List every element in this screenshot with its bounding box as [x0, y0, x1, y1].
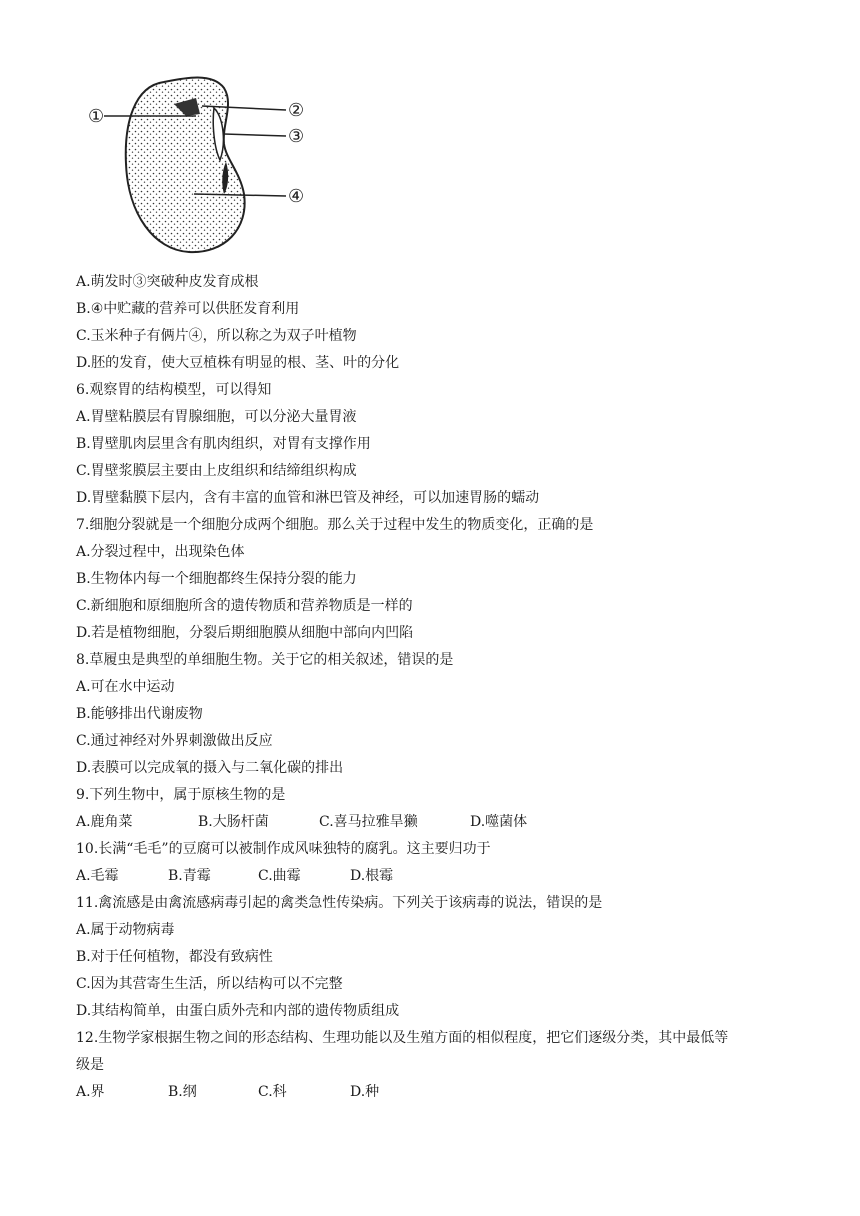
q7-option-d: D.若是植物细胞，分裂后期细胞膜从细胞中部向内凹陷 [76, 625, 414, 641]
label-2: ② [288, 100, 305, 121]
q5-option-b: B.④中贮藏的营养可以供胚发育利用 [76, 301, 300, 317]
q10-option-c: C.曲霉 [258, 868, 301, 884]
q12-option-b: B.纲 [168, 1084, 197, 1100]
q7-option-b: B.生物体内每一个细胞都终生保持分裂的能力 [76, 571, 357, 587]
q10-stem: 10.长满“毛毛”的豆腐可以被制作成风味独特的腐乳。这主要归功于 [76, 841, 491, 857]
q8-option-d: D.表膜可以完成氧的摄入与二氧化碳的排出 [76, 760, 344, 776]
q11-option-a: A.属于动物病毒 [76, 922, 175, 938]
q12-option-c: C.科 [258, 1084, 287, 1100]
q6-option-c: C.胃壁浆膜层主要由上皮组织和结缔组织构成 [76, 463, 357, 479]
q11-option-d: D.其结构简单，由蛋白质外壳和内部的遗传物质组成 [76, 1003, 400, 1019]
q11-stem: 11.禽流感是由禽流感病毒引起的禽类急性传染病。下列关于该病毒的说法，错误的是 [76, 895, 603, 911]
label-1: ① [88, 106, 105, 127]
q9-option-a: A.鹿角菜 [76, 814, 133, 830]
q5-option-d: D.胚的发育，使大豆植株有明显的根、茎、叶的分化 [76, 355, 400, 371]
q10-options [76, 866, 394, 886]
q12-options [76, 1082, 380, 1102]
label-4: ④ [288, 186, 305, 207]
q7-stem: 7.细胞分裂就是一个细胞分成两个细胞。那么关于过程中发生的物质变化，正确的是 [76, 517, 594, 533]
bean-seed-diagram [74, 64, 324, 260]
q9-stem: 9.下列生物中，属于原核生物的是 [76, 787, 286, 803]
q6-option-a: A.胃壁粘膜层有胃腺细胞，可以分泌大量胃液 [76, 409, 357, 425]
q12-stem-cont: 级是 [76, 1057, 104, 1073]
q6-option-b: B.胃壁肌肉层里含有肌肉组织，对胃有支撑作用 [76, 436, 371, 452]
q5-option-a: A.萌发时③突破种皮发育成根 [76, 274, 259, 290]
q5-option-c: C.玉米种子有俩片④，所以称之为双子叶植物 [76, 328, 357, 344]
q10-option-a: A.毛霉 [76, 868, 119, 884]
q9-option-d: D.噬菌体 [470, 814, 528, 830]
q8-option-c: C.通过神经对外界刺激做出反应 [76, 733, 273, 749]
q6-stem: 6.观察胃的结构模型，可以得知 [76, 382, 272, 398]
q12-stem: 12.生物学家根据生物之间的形态结构、生理功能以及生殖方面的相似程度，把它们逐级分类，其中最低等 [76, 1030, 729, 1046]
q9-option-c: C.喜马拉雅旱獭 [319, 814, 418, 830]
q12-option-d: D.种 [350, 1084, 380, 1100]
q9-option-b: B.大肠杆菌 [198, 814, 269, 830]
q10-option-b: B.青霉 [168, 868, 211, 884]
q12-option-a: A.界 [76, 1084, 105, 1100]
q11-option-b: B.对于任何植物，都没有致病性 [76, 949, 273, 965]
q8-stem: 8.草履虫是典型的单细胞生物。关于它的相关叙述，错误的是 [76, 652, 454, 668]
q7-option-c: C.新细胞和原细胞所含的遗传物质和营养物质是一样的 [76, 598, 413, 614]
q11-option-c: C.因为其营寄生生活，所以结构可以不完整 [76, 976, 343, 992]
q8-option-b: B.能够排出代谢废物 [76, 706, 203, 722]
q8-option-a: A.可在水中运动 [76, 679, 175, 695]
q9-options [76, 812, 528, 832]
q7-option-a: A.分裂过程中，出现染色体 [76, 544, 245, 560]
q6-option-d: D.胃壁黏膜下层内，含有丰富的血管和淋巴管及神经，可以加速胃肠的蠕动 [76, 490, 540, 506]
q10-option-d: D.根霉 [350, 868, 394, 884]
label-3: ③ [288, 126, 305, 147]
